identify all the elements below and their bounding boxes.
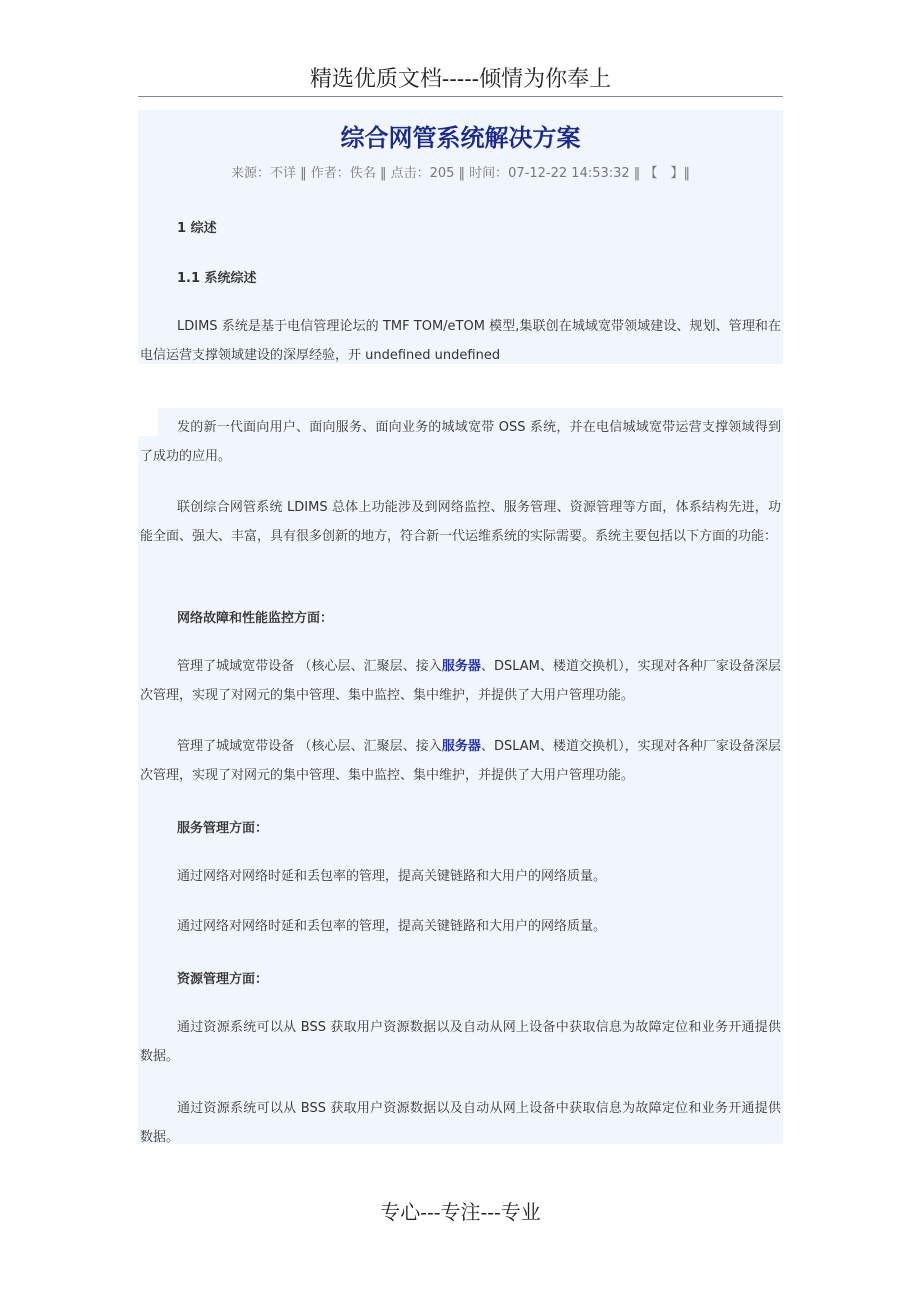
header-divider [138, 96, 783, 97]
page-footer: 专心---专注---专业 [380, 1200, 541, 1224]
paragraph-intro: LDIMS 系统是基于电信管理论坛的 TMF TOM/eTOM 模型,集联创在城域宽带领域建设、规划、管理和在电信运营支撑领域建设的深厚经验，开 undefined undefined [140, 319, 781, 363]
heading-resource-management: 资源管理方面： [177, 972, 269, 987]
paragraph-text: 管理了城域宽带设备 （核心层、汇聚层、接入 [177, 659, 442, 674]
server-link[interactable]: 服务器 [441, 739, 481, 754]
section-heading-1-1: 1.1 系统综述 [177, 271, 257, 286]
page-header: 精选优质文档-----倾情为你奉上 [309, 67, 612, 92]
paragraph-network-2 [140, 732, 781, 790]
paragraph-network-1 [140, 652, 781, 710]
paragraph-text: 管理了城域宽带设备 （核心层、汇聚层、接入 [177, 739, 442, 754]
paragraph-text: 、DSLAM、楼道交换机），实现对各种厂家设备深层次管理，实现了对网元的集中管理、集中监控、集中维护，并提供了大用户管理功能。 [140, 739, 781, 783]
paragraph-text: 、DSLAM、楼道交换机），实现对各种厂家设备深层次管理，实现了对网元的集中管理、集中监控、集中维护，并提供了大用户管理功能。 [140, 659, 781, 703]
paragraph-service-1: 通过网络对网络时延和丢包率的管理，提高关键链路和大用户的网络质量。 [177, 869, 607, 884]
paragraph-service-2: 通过网络对网络时延和丢包率的管理，提高关键链路和大用户的网络质量。 [177, 919, 607, 934]
article-meta: 来源：不详 ‖ 作者：佚名 ‖ 点击：205 ‖ 时间：07-12-22 14:53:32 ‖ 【 】‖ [231, 166, 690, 181]
heading-network-monitoring: 网络故障和性能监控方面： [177, 611, 334, 626]
server-link[interactable]: 服务器 [441, 659, 481, 674]
section-heading-1: 1 综述 [177, 221, 217, 236]
paragraph-resource-2: 通过资源系统可以从 BSS 获取用户资源数据以及自动从网上设备中获取信息为故障定位和业务开通提供数据。 [140, 1101, 781, 1145]
article-title: 综合网管系统解决方案 [340, 124, 581, 152]
heading-service-management: 服务管理方面： [177, 821, 269, 836]
paragraph-resource-1: 通过资源系统可以从 BSS 获取用户资源数据以及自动从网上设备中获取信息为故障定位和业务开通提供数据。 [140, 1020, 781, 1064]
paragraph-ldims: 联创综合网管系统 LDIMS 总体上功能涉及到网络监控、服务管理、资源管理等方面，体系结构先进，功能全面、强大、丰富，具有很多创新的地方，符合新一代运维系统的实际需要。系统主要包括以下方面的功能： [140, 500, 781, 544]
paragraph-oss: 发的新一代面向用户、面向服务、面向业务的城域宽带 OSS 系统，并在电信城域宽带运营支撑领域得到了成功的应用。 [140, 420, 781, 464]
